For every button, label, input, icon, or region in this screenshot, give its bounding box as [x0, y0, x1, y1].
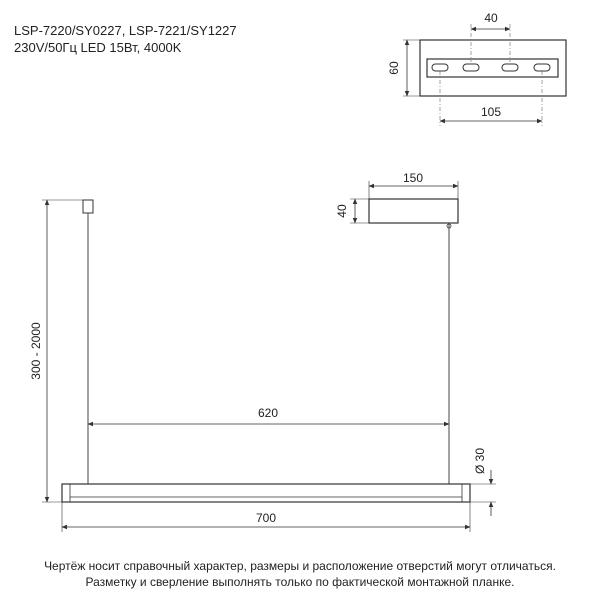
disclaimer-note: [0, 558, 600, 590]
disclaimer-line-2: Разметку и сверление выполнять только по фактической монтажной планке.: [85, 575, 515, 589]
bracket-slot: [534, 64, 550, 71]
dimension-hole-spacing: [440, 71, 542, 126]
dim-label-cable-length: 300 - 2000: [29, 322, 43, 380]
dim-label-150: 150: [402, 171, 424, 185]
dimension-bar-length: [62, 502, 470, 532]
dim-label-700: 700: [255, 511, 277, 525]
model-numbers: LSP-7220/SY0227, LSP-7221/SY1227: [14, 23, 237, 38]
cable-stopper: [83, 200, 93, 213]
electrical-specs: 230V/50Гц LED 15Вт, 4000K: [14, 40, 182, 55]
mounting-plate-outline: [420, 40, 566, 96]
dimension-canopy-width: [369, 171, 458, 199]
bracket-slot: [502, 64, 518, 71]
dim-label-60: 60: [387, 61, 401, 75]
dimension-cable-length: [29, 200, 83, 502]
ceiling-canopy: [369, 199, 458, 223]
dimension-slot-spacing: [471, 11, 510, 62]
mounting-plate-view: [387, 11, 566, 126]
bracket-slot: [432, 64, 448, 71]
dim-label-40: 40: [484, 11, 498, 25]
pendant-view: [29, 171, 496, 532]
led-bar: [62, 484, 470, 502]
mounting-bracket: [427, 59, 558, 77]
bracket-slot: [463, 64, 479, 71]
dimension-suspension-spacing: [88, 406, 449, 424]
dimension-bar-diameter: [470, 448, 496, 516]
dim-label-620: 620: [257, 406, 279, 420]
dimension-canopy-height: [335, 199, 369, 223]
dim-label-105: 105: [480, 105, 502, 119]
dimension-plate-height: [387, 40, 420, 96]
dim-label-40-canopy: 40: [335, 204, 349, 218]
dim-label-diameter: Ø 30: [473, 447, 487, 475]
disclaimer-line-1: Чертёж носит справочный характер, размеры и расположение отверстий могут отличаться.: [44, 559, 556, 573]
